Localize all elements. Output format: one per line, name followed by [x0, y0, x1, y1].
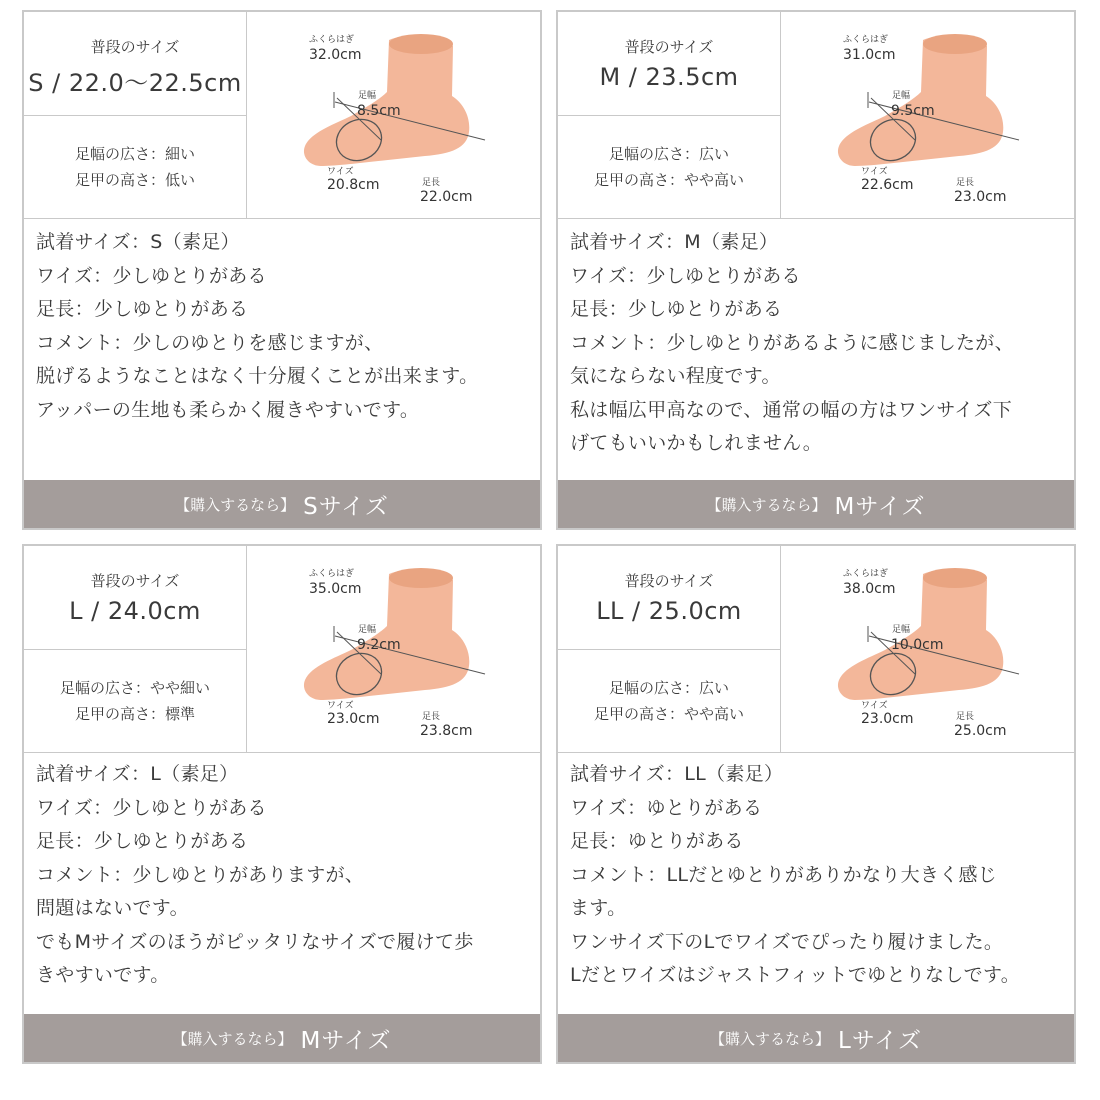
instep-height-text: 足甲の高さ：やや高い	[593, 705, 744, 723]
recommend-prefix: 【購入するなら】	[706, 495, 827, 514]
usual-size-value: LL / 25.0cm	[596, 597, 742, 625]
foot-width-text: 足幅の広さ：細い	[74, 145, 195, 163]
review-card-2	[556, 10, 1076, 530]
review-line: 気にならない程度です。	[570, 365, 781, 387]
usual-size-value: L / 24.0cm	[69, 597, 201, 625]
review-line: 試着サイズ：M（素足）	[570, 231, 779, 253]
foot-shape-cell	[558, 116, 781, 218]
usual-size-label: 普段のサイズ	[624, 572, 714, 590]
foot-diagram	[247, 12, 540, 218]
review-line: 問題はないです。	[36, 897, 189, 919]
wise-label: ワイズ	[861, 701, 888, 711]
review-line: 試着サイズ：LL（素足）	[570, 763, 784, 785]
foot-width-text: 足幅の広さ：やや細い	[59, 679, 210, 697]
width-label: 足幅	[358, 625, 377, 635]
review-line: ワイズ：少しゆとりがある	[36, 264, 267, 287]
review-line: コメント：少しゆとりがあるように感じましたが、	[570, 331, 1014, 354]
wise-label: ワイズ	[861, 167, 888, 177]
review-card-3	[22, 544, 542, 1064]
review-line: ワイズ：少しゆとりがある	[570, 264, 801, 287]
review-line: でもMサイズのほうがピッタリなサイズで履けて歩	[36, 930, 474, 953]
recommend-bar	[24, 480, 540, 528]
usual-size-cell	[24, 546, 247, 650]
foot-diagram	[781, 546, 1074, 752]
recommend-prefix: 【購入するなら】	[710, 1029, 831, 1048]
calf-label: ふくらはぎ	[309, 569, 355, 579]
recommend-size: Sサイズ	[303, 493, 389, 520]
wise-label: ワイズ	[327, 701, 354, 711]
review-line: 足長：少しゆとりがある	[36, 830, 249, 852]
calf-value: 32.0cm	[309, 47, 362, 63]
foot-diagram-cell	[247, 12, 540, 218]
recommend-bar	[558, 480, 1074, 528]
width-value: 10.0cm	[891, 637, 944, 653]
length-value: 25.0cm	[954, 723, 1007, 739]
review-line: 試着サイズ：S（素足）	[36, 231, 240, 253]
usual-size-value: M / 23.5cm	[599, 63, 739, 91]
calf-top-ellipse	[389, 568, 453, 588]
usual-size-label: 普段のサイズ	[624, 38, 714, 56]
review-line: Lだとワイズはジャストフィットでゆとりなしです。	[570, 964, 1021, 986]
recommend-prefix: 【購入するなら】	[175, 495, 296, 514]
review-line: ワイズ：少しゆとりがある	[36, 796, 267, 819]
calf-top-ellipse	[389, 34, 453, 54]
width-label: 足幅	[892, 91, 911, 101]
review-text	[36, 758, 536, 993]
review-line: 足長：ゆとりがある	[570, 830, 744, 852]
wise-value: 23.0cm	[861, 711, 914, 727]
card-header	[558, 546, 1074, 753]
usual-size-cell	[24, 12, 247, 116]
length-label: 足長	[422, 712, 441, 722]
review-text	[570, 226, 1070, 461]
review-line: 足長：少しゆとりがある	[570, 298, 783, 320]
length-value: 22.0cm	[420, 189, 473, 205]
recommend-bar	[558, 1014, 1074, 1062]
review-card-1	[22, 10, 542, 530]
foot-diagram	[781, 12, 1074, 218]
review-line: 脱げるようなことはなく十分履くことが出来ます。	[36, 365, 479, 387]
width-value: 9.2cm	[357, 637, 401, 653]
usual-size-cell	[558, 12, 781, 116]
instep-height-text: 足甲の高さ：やや高い	[593, 171, 744, 189]
wise-value: 23.0cm	[327, 711, 380, 727]
usual-size-value: S / 22.0～22.5cm	[28, 69, 242, 97]
foot-diagram	[247, 546, 540, 752]
usual-size-cell	[558, 546, 781, 650]
card-header	[24, 546, 540, 753]
review-text	[36, 226, 536, 427]
review-line: アッパーの生地も柔らかく履きやすいです。	[36, 398, 420, 421]
calf-top-ellipse	[923, 34, 987, 54]
foot-shape-cell	[24, 116, 247, 218]
length-value: 23.8cm	[420, 723, 473, 739]
review-card-4	[556, 544, 1076, 1064]
calf-label: ふくらはぎ	[843, 35, 889, 45]
foot-diagram-cell	[781, 12, 1074, 218]
review-line: 足長：少しゆとりがある	[36, 298, 249, 320]
length-label: 足長	[422, 178, 441, 188]
review-line: ます。	[570, 897, 627, 919]
review-line: 試着サイズ：L（素足）	[36, 763, 239, 785]
recommend-bar	[24, 1014, 540, 1062]
review-line: ワンサイズ下のLでワイズでぴったり履けました。	[570, 930, 1004, 953]
foot-width-text: 足幅の広さ：広い	[608, 145, 729, 163]
calf-label: ふくらはぎ	[843, 569, 889, 579]
calf-value: 38.0cm	[843, 581, 896, 597]
review-text	[570, 758, 1070, 993]
length-label: 足長	[956, 712, 975, 722]
length-label: 足長	[956, 178, 975, 188]
recommend-size: Mサイズ	[300, 1027, 392, 1054]
usual-size-label: 普段のサイズ	[90, 38, 180, 56]
review-line: げてもいいかもしれません。	[570, 432, 823, 454]
wise-label: ワイズ	[327, 167, 354, 177]
recommend-size: Mサイズ	[834, 493, 926, 520]
review-line: コメント：少しのゆとりを感じますが、	[36, 331, 384, 354]
length-value: 23.0cm	[954, 189, 1007, 205]
wise-value: 20.8cm	[327, 177, 380, 193]
review-line: コメント：LLだとゆとりがありかなり大きく感じ	[570, 863, 998, 886]
review-line: 私は幅広甲高なので、通常の幅の方はワンサイズ下	[570, 398, 1013, 421]
calf-value: 35.0cm	[309, 581, 362, 597]
wise-value: 22.6cm	[861, 177, 914, 193]
calf-value: 31.0cm	[843, 47, 896, 63]
review-line: コメント：少しゆとりがありますが、	[36, 863, 365, 886]
foot-shape-cell	[24, 650, 247, 752]
width-value: 9.5cm	[891, 103, 935, 119]
instep-height-text: 足甲の高さ：低い	[74, 171, 195, 189]
foot-diagram-cell	[247, 546, 540, 752]
foot-width-text: 足幅の広さ：広い	[608, 679, 729, 697]
foot-shape-cell	[558, 650, 781, 752]
foot-diagram-cell	[781, 546, 1074, 752]
recommend-size: Lサイズ	[838, 1027, 922, 1054]
calf-label: ふくらはぎ	[309, 35, 355, 45]
review-line: ワイズ：ゆとりがある	[570, 796, 763, 819]
calf-top-ellipse	[923, 568, 987, 588]
recommend-prefix: 【購入するなら】	[172, 1029, 293, 1048]
width-value: 8.5cm	[357, 103, 401, 119]
instep-height-text: 足甲の高さ：標準	[74, 705, 195, 723]
width-label: 足幅	[358, 91, 377, 101]
usual-size-label: 普段のサイズ	[90, 572, 180, 590]
card-header	[558, 12, 1074, 219]
width-label: 足幅	[892, 625, 911, 635]
card-header	[24, 12, 540, 219]
review-line: きやすいです。	[36, 964, 170, 986]
